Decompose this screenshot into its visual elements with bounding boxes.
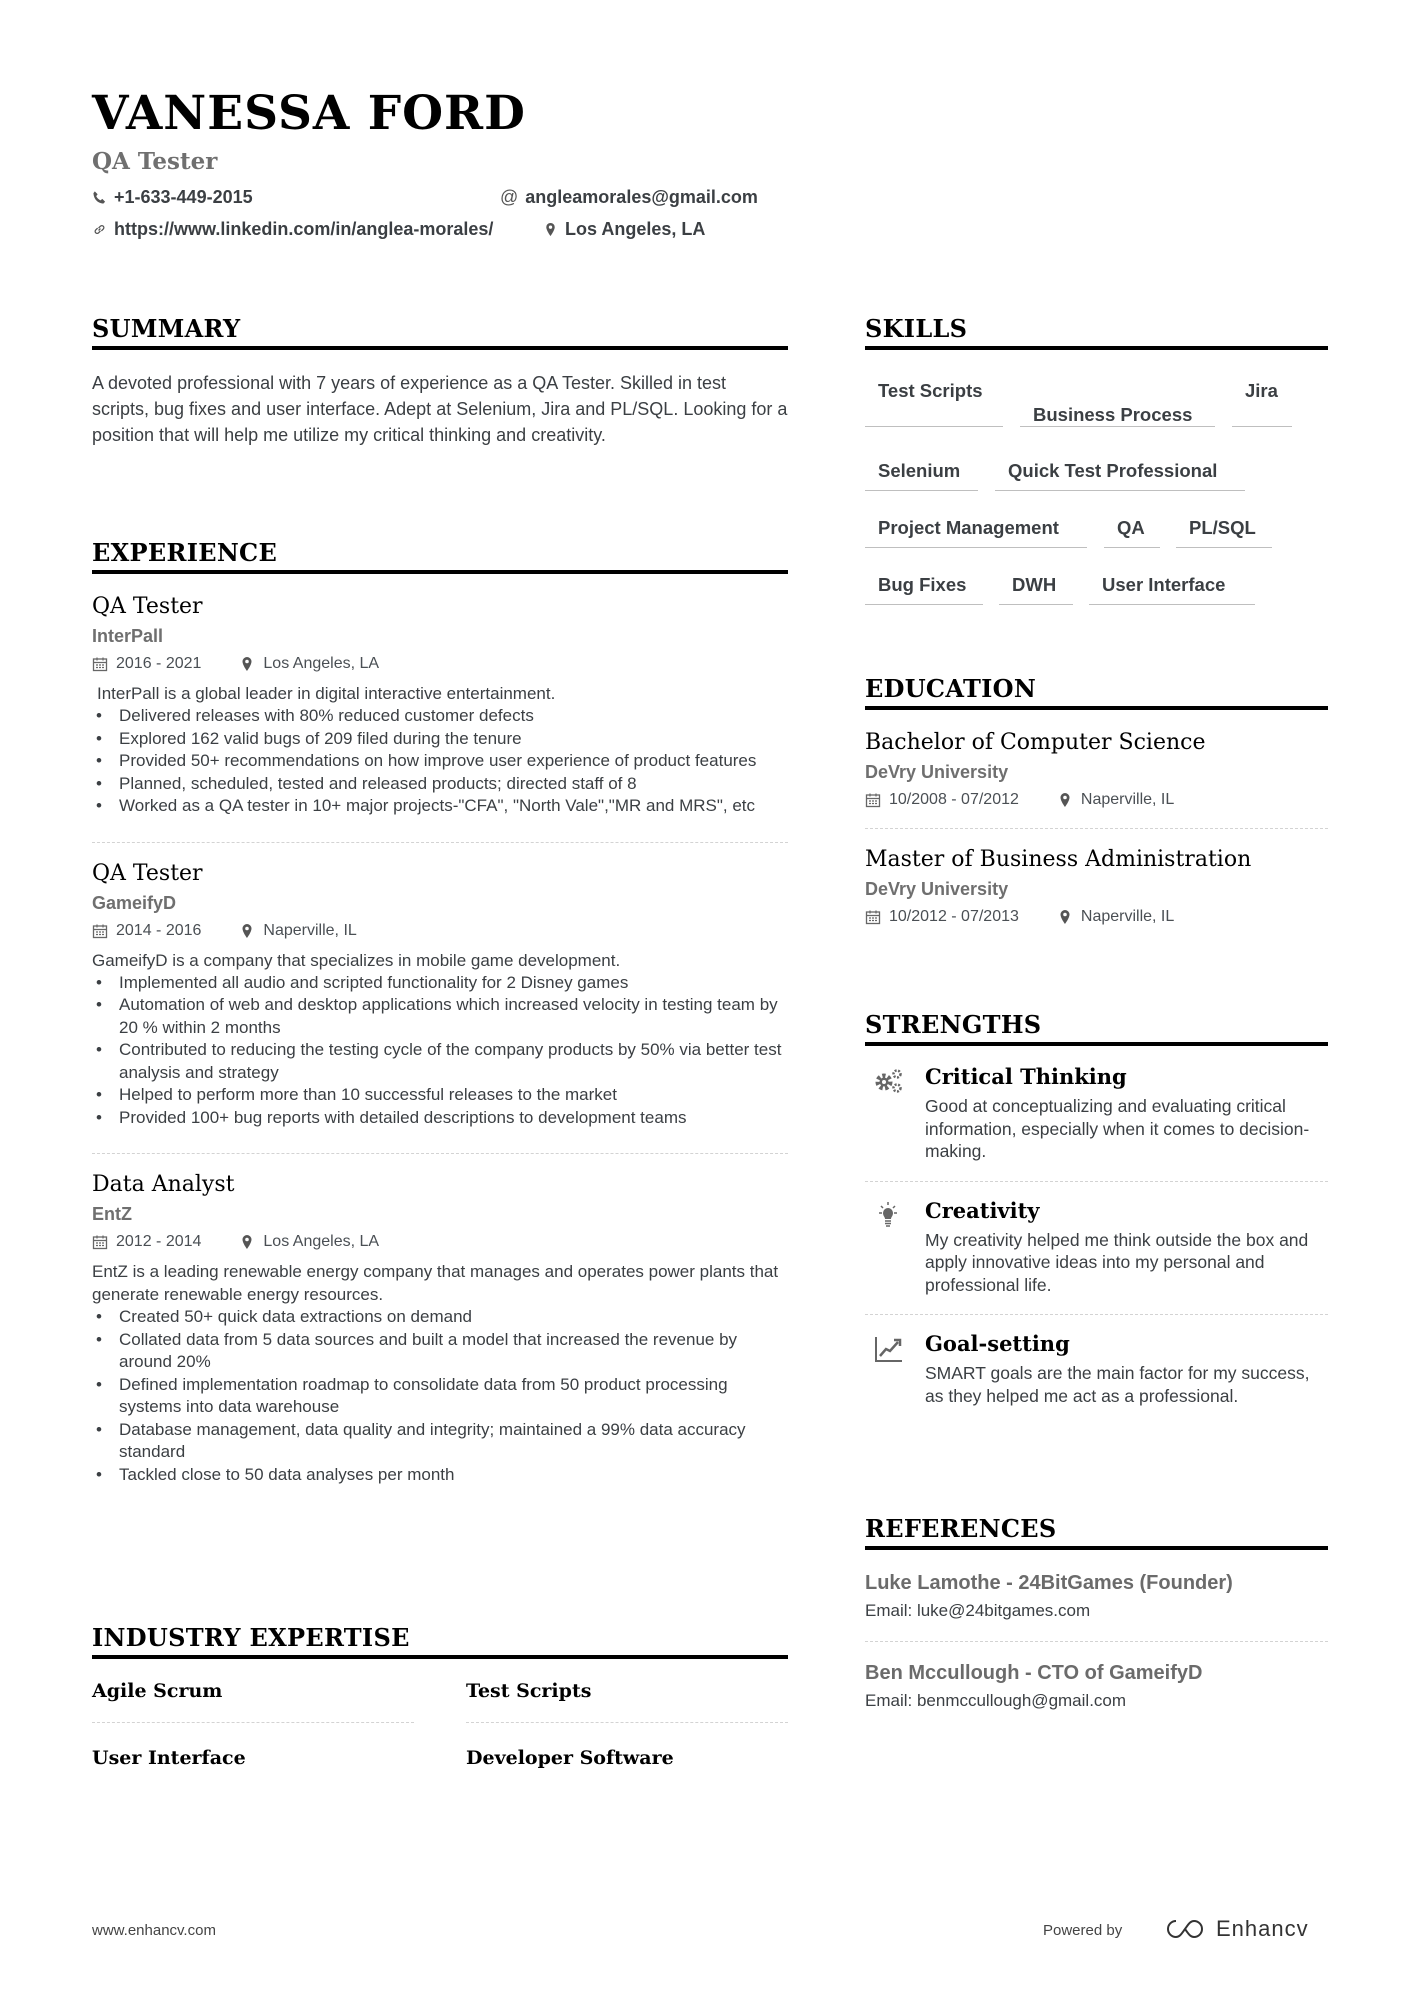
achievements-list (92, 705, 788, 818)
achievements-list (92, 972, 788, 1130)
education-meta (865, 903, 1328, 931)
education-section (865, 674, 1328, 931)
map-pin-icon (239, 656, 255, 672)
divider (466, 1722, 788, 1723)
enhancv-logo-icon (1162, 1917, 1208, 1941)
summary-section (92, 314, 788, 448)
section-heading: STRENGTHS (865, 1010, 1328, 1046)
calendar-icon (865, 909, 881, 925)
divider (92, 1722, 414, 1723)
divider (865, 1181, 1328, 1182)
achievement-item: • Delivered releases with 80% reduced customer defects (92, 705, 788, 728)
divider (865, 1641, 1328, 1642)
gears-icon (871, 1064, 905, 1098)
map-pin-icon (1057, 909, 1073, 925)
job-title: QA Tester (92, 594, 203, 619)
achievement-item: • Database management, data quality and integrity; maintained a 99% data accuracy standard (92, 1419, 788, 1464)
education-dates: 10/2012 - 07/2013 (889, 908, 1019, 925)
education-location: Naperville, IL (1080, 791, 1175, 808)
lightbulb-icon (871, 1198, 905, 1232)
strength-item (865, 1064, 1328, 1163)
section-heading: REFERENCES (865, 1514, 1328, 1550)
phone-text: +1-633-449-2015 (114, 187, 253, 207)
references-section (865, 1514, 1328, 1711)
school-name: DeVry University (865, 762, 1009, 782)
right-column (865, 0, 1328, 1995)
divider (92, 1153, 788, 1154)
achievement-item: • Helped to perform more than 10 successful releases to the market (92, 1084, 788, 1107)
job-location: Los Angeles, LA (263, 1233, 380, 1250)
achievement-item: • Worked as a QA tester in 10+ major projects-"CFA", "North Vale","MR and MRS", etc (92, 795, 788, 818)
achievements-list (92, 1306, 788, 1486)
map-pin-icon (239, 923, 255, 939)
job-meta (92, 1228, 788, 1256)
reference-email: Email: luke@24bitgames.com (865, 1601, 1091, 1620)
job-dates: 2014 - 2016 (116, 921, 202, 939)
job-dates: 2016 - 2021 (116, 655, 202, 672)
skill-tag: Business Process (1020, 404, 1215, 427)
degree: Bachelor of Computer Science (865, 730, 1206, 755)
section-heading: SUMMARY (92, 314, 788, 350)
strength-description: SMART goals are the main factor for my success, as they helped me act as a professional. (925, 1363, 1310, 1406)
company-description: InterPall is a global leader in digital interactive entertainment. (97, 684, 556, 703)
section-heading: INDUSTRY EXPERTISE (92, 1623, 788, 1659)
company-name: EntZ (92, 1204, 132, 1224)
job-meta (92, 650, 788, 678)
strength-description: Good at conceptualizing and evaluating critical information, especially when it comes to decision-making. (925, 1096, 1310, 1161)
strength-title: Goal-setting (925, 1331, 1070, 1356)
strength-item (865, 1198, 1328, 1297)
education-entry (865, 845, 1328, 931)
job-entry (92, 592, 788, 818)
linkedin-url[interactable]: https://www.linkedin.com/in/anglea-morales/ (114, 219, 494, 239)
chart-line-icon (871, 1331, 905, 1365)
achievement-item: • Implemented all audio and scripted functionality for 2 Disney games (92, 972, 788, 995)
skill-tag: Bug Fixes (865, 574, 983, 605)
reference-entry (865, 1572, 1328, 1621)
job-dates: 2012 - 2014 (116, 1233, 202, 1250)
skill-tag: Jira (1232, 380, 1292, 427)
calendar-icon (865, 792, 881, 808)
skill-tag: User Interface (1089, 574, 1255, 605)
strength-description: My creativity helped me think outside the box and apply innovative ideas into my personal and professional life. (925, 1229, 1309, 1295)
email-text[interactable]: angleamorales@gmail.com (525, 187, 758, 207)
left-column (92, 0, 788, 1995)
achievement-item: • Contributed to reducing the testing cycle of the company products by 50% via better test analysis and strategy (92, 1039, 788, 1084)
industry-expertise-section (92, 1623, 788, 1773)
calendar-icon (92, 923, 108, 939)
expertise-item: Developer Software (466, 1747, 674, 1769)
strength-title: Critical Thinking (925, 1064, 1127, 1089)
achievement-item: • Explored 162 valid bugs of 209 filed during the tenure (92, 728, 788, 751)
strength-title: Creativity (925, 1197, 1040, 1223)
map-pin-icon (239, 1234, 255, 1250)
achievement-item: • Created 50+ quick data extractions on demand (92, 1306, 788, 1329)
section-heading: EDUCATION (865, 674, 1328, 710)
education-location: Naperville, IL (1080, 908, 1175, 925)
skill-tag: Project Management (865, 517, 1087, 548)
calendar-icon (92, 656, 108, 672)
achievement-item: • Defined implementation roadmap to consolidate data from 50 product processing systems into data warehouse (92, 1374, 788, 1419)
divider (865, 828, 1328, 829)
job-title: QA Tester (92, 860, 203, 886)
expertise-item: Test Scripts (466, 1680, 592, 1702)
reference-name: Ben Mccullough - CTO of GameifyD (865, 1662, 1203, 1684)
strength-item (865, 1331, 1328, 1407)
reference-email: Email: benmccullough@gmail.com (865, 1691, 1127, 1710)
summary-text: A devoted professional with 7 years of experience as a QA Tester. Skilled in test scripts, bug fixes and user interface. Adept at Selenium, Jira and PL/SQL. Looking for a position that will help me utilize my critical thinking and creativity. (92, 373, 788, 445)
education-entry (865, 728, 1328, 814)
skill-tag: Quick Test Professional (995, 460, 1245, 491)
job-location: Naperville, IL (263, 921, 357, 939)
enhancv-wordmark: Enhancv (1216, 1916, 1309, 1941)
achievement-item: • Automation of web and desktop applications which increased velocity in testing team by 20 % within 2 months (92, 994, 788, 1039)
calendar-icon (92, 1234, 108, 1250)
enhancv-logo[interactable] (1162, 1916, 1309, 1942)
powered-by-label: Powered by (1043, 1922, 1123, 1939)
school-name: DeVry University (865, 879, 1009, 899)
achievement-item: • Tackled close to 50 data analyses per month (92, 1464, 788, 1487)
achievement-item: • Provided 50+ recommendations on how improve user experience of product features (92, 750, 788, 773)
skill-tag: Test Scripts (865, 380, 1003, 427)
achievement-item: • Planned, scheduled, tested and released products; directed staff of 8 (92, 773, 788, 796)
skill-tag: Selenium (865, 460, 978, 491)
experience-section (92, 538, 788, 1486)
reference-name: Luke Lamothe - 24BitGames (Founder) (865, 1572, 1233, 1594)
strengths-section (865, 1010, 1328, 1407)
candidate-name: VANESSA FORD (92, 86, 526, 141)
section-heading: SKILLS (865, 314, 1328, 350)
skill-tag: PL/SQL (1176, 517, 1272, 548)
achievement-item: • Collated data from 5 data sources and built a model that increased the revenue by around 20% (92, 1329, 788, 1374)
expertise-item: Agile Scrum (92, 1680, 223, 1702)
reference-entry (865, 1662, 1328, 1711)
company-name: InterPall (92, 626, 164, 646)
location-text: Los Angeles, LA (565, 219, 706, 239)
job-meta (92, 917, 788, 945)
candidate-title: QA Tester (92, 148, 218, 175)
skills-section (865, 314, 1328, 614)
job-entry (92, 1170, 788, 1486)
divider (92, 842, 788, 843)
divider (865, 1314, 1328, 1315)
achievement-item: • Provided 100+ bug reports with detailed descriptions to development teams (92, 1107, 788, 1130)
skill-tag: DWH (999, 574, 1073, 605)
degree: Master of Business Administration (865, 847, 1252, 872)
skill-tag: QA (1104, 517, 1160, 548)
education-dates: 10/2008 - 07/2012 (889, 791, 1019, 808)
education-meta (865, 786, 1328, 814)
company-description: EntZ is a leading renewable energy company that manages and operates power plants that generate renewable energy resources. (92, 1262, 779, 1304)
at-icon: @ (500, 187, 519, 207)
company-name: GameifyD (92, 892, 177, 913)
expertise-item: User Interface (92, 1747, 246, 1769)
company-description: GameifyD is a company that specializes in mobile game development. (92, 950, 621, 970)
job-title: Data Analyst (92, 1172, 235, 1197)
section-heading: EXPERIENCE (92, 538, 788, 574)
footer-website[interactable]: www.enhancv.com (92, 1922, 216, 1939)
map-pin-icon (1057, 792, 1073, 808)
job-location: Los Angeles, LA (263, 655, 380, 672)
job-entry (92, 859, 788, 1130)
